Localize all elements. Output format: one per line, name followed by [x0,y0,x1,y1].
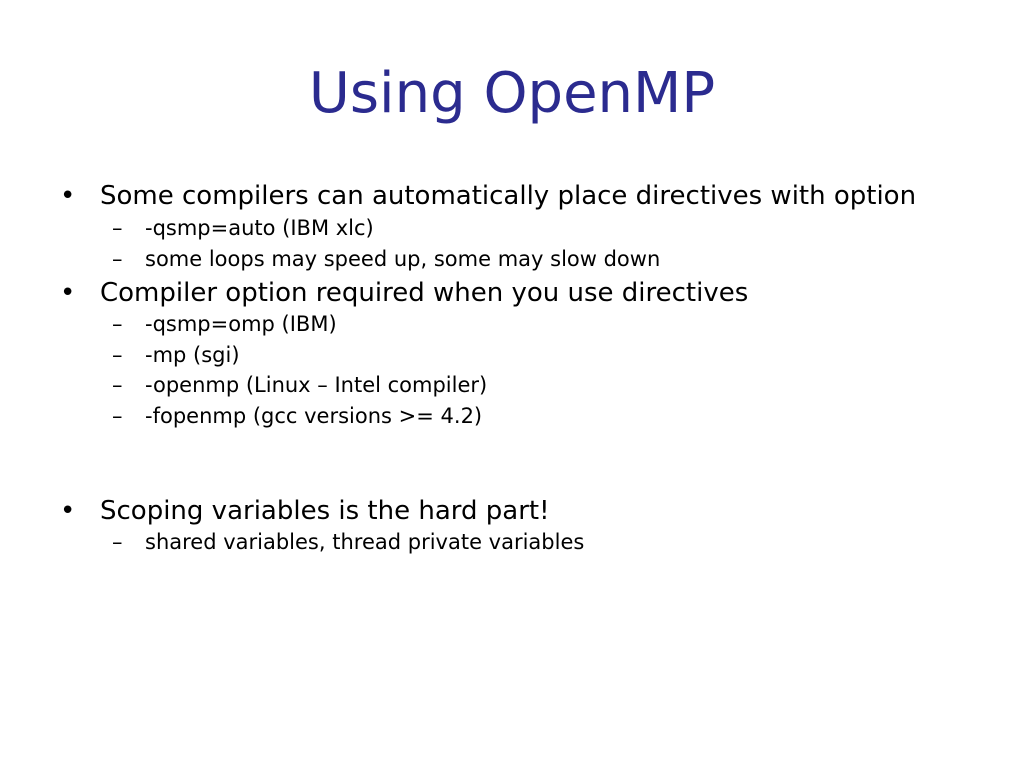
sub-bullet-item [112,528,912,556]
bullet-text: Some compilers can automatically place directives with option [100,181,917,211]
sub-bullet-item [112,214,912,242]
sub-bullet-marker: – [112,404,123,428]
bullet-text: Scoping variables is the hard part! [100,496,550,526]
sub-bullet-marker: – [112,343,123,367]
sub-bullet-marker: – [112,247,123,271]
sub-bullet-text: -mp (sgi) [145,343,240,367]
sub-bullet-item [112,402,912,430]
sub-bullet-text: -fopenmp (gcc versions >= 4.2) [145,404,483,428]
sub-bullet-item [112,371,912,399]
sub-bullet-marker: – [112,530,123,554]
sub-bullet-text: -qsmp=omp (IBM) [145,312,337,336]
sub-bullet-marker: – [112,312,123,336]
bullet-text: Compiler option required when you use directives [100,278,749,308]
sub-bullet-text: shared variables, thread private variables [145,530,585,554]
bullet-item [60,495,960,527]
bullet-item [60,180,960,212]
sub-bullet-item [112,310,912,338]
bullet-item [60,277,960,309]
sub-bullet-item [112,341,912,369]
sub-bullet-text: -qsmp=auto (IBM xlc) [145,216,374,240]
bullet-marker: • [60,181,76,211]
sub-bullet-marker: – [112,373,123,397]
bullet-marker: • [60,278,76,308]
sub-bullet-item [112,245,912,273]
bullet-marker: • [60,496,76,526]
sub-bullet-text: -openmp (Linux – Intel compiler) [145,373,488,397]
sub-bullet-text: some loops may speed up, some may slow down [145,247,661,271]
slide-title: Using OpenMP [308,61,716,126]
sub-bullet-marker: – [112,216,123,240]
